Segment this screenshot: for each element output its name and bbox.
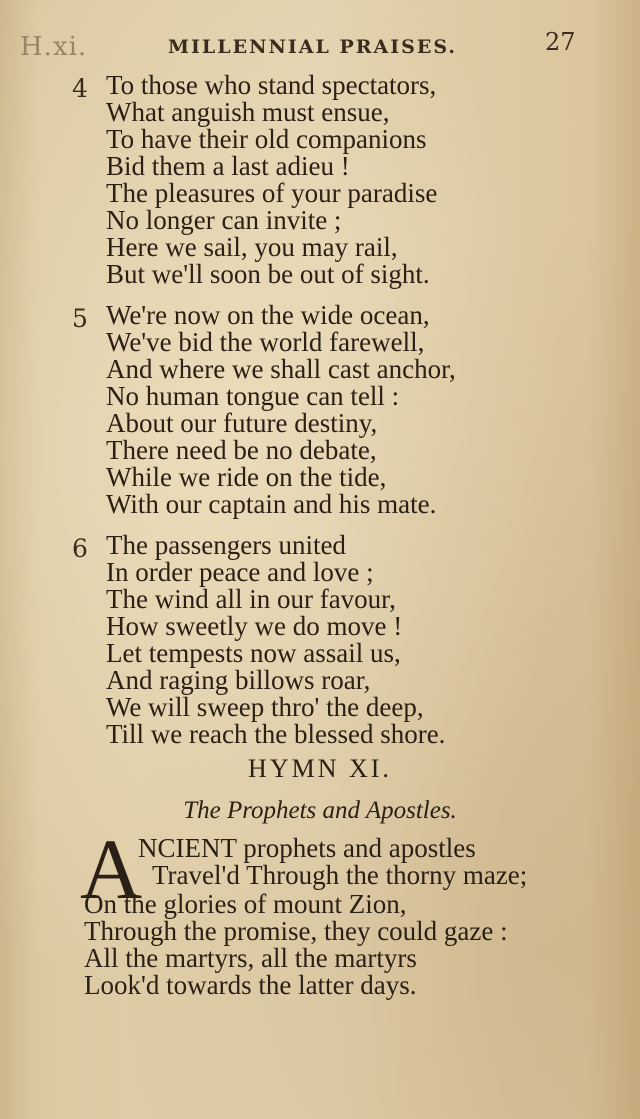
verse-line: And where we shall cast anchor, — [106, 354, 456, 384]
hymn-line: All the martyrs, all the martyrs — [84, 943, 417, 973]
verse-line: The passengers united — [106, 530, 346, 560]
page-number: 27 — [545, 28, 576, 56]
verse-line: We're now on the wide ocean, — [106, 300, 430, 330]
verse-line: To those who stand spectators, — [106, 70, 437, 100]
verse-line: No longer can invite ; — [106, 205, 342, 235]
header-hymn-ref: H.xi. — [20, 32, 88, 62]
verse-line: We will sweep thro' the deep, — [106, 692, 424, 722]
verse-number: 4 — [72, 74, 88, 103]
verse-line: While we ride on the tide, — [106, 462, 387, 492]
verse-line: Till we reach the blessed shore. — [106, 719, 446, 749]
hymn-line: NCIENT prophets and apostles — [138, 833, 476, 863]
verse-number: 5 — [72, 304, 88, 333]
hymn-subtitle: The Prophets and Apostles. — [183, 797, 457, 824]
verse-line: The pleasures of your paradise — [106, 178, 438, 208]
verse-line: With our captain and his mate. — [106, 489, 437, 519]
verse-line: Here we sail, you may rail, — [106, 232, 398, 262]
verse-line: There need be no debate, — [106, 435, 377, 465]
header-title: MILLENNIAL PRAISES. — [168, 36, 458, 58]
hymn-title: HYMN XI. — [248, 754, 392, 783]
running-header — [0, 28, 640, 68]
verse-line: About our future destiny, — [106, 408, 378, 438]
hymn-line: Travel'd Through the thorny maze; — [152, 860, 528, 890]
verse-line: In order peace and love ; — [106, 557, 374, 587]
hymn-line: Through the promise, they could gaze : — [84, 916, 508, 946]
verse-line: Bid them a last adieu ! — [106, 151, 350, 181]
hymn-line: On the glories of mount Zion, — [84, 889, 407, 919]
verse-number: 6 — [72, 534, 88, 563]
verse-line: And raging billows roar, — [106, 665, 371, 695]
verse-line: What anguish must ensue, — [106, 97, 390, 127]
verse-line: How sweetly we do move ! — [106, 611, 403, 641]
verse-line: No human tongue can tell : — [106, 381, 400, 411]
verse-line: Let tempests now assail us, — [106, 638, 401, 668]
verse-line: But we'll soon be out of sight. — [106, 259, 430, 289]
drop-cap: A — [80, 821, 143, 917]
hymn-line: Look'd towards the latter days. — [84, 970, 417, 1000]
verse-line: We've bid the world farewell, — [106, 327, 425, 357]
verse-line: To have their old companions — [106, 124, 427, 154]
verse-line: The wind all in our favour, — [106, 584, 396, 614]
